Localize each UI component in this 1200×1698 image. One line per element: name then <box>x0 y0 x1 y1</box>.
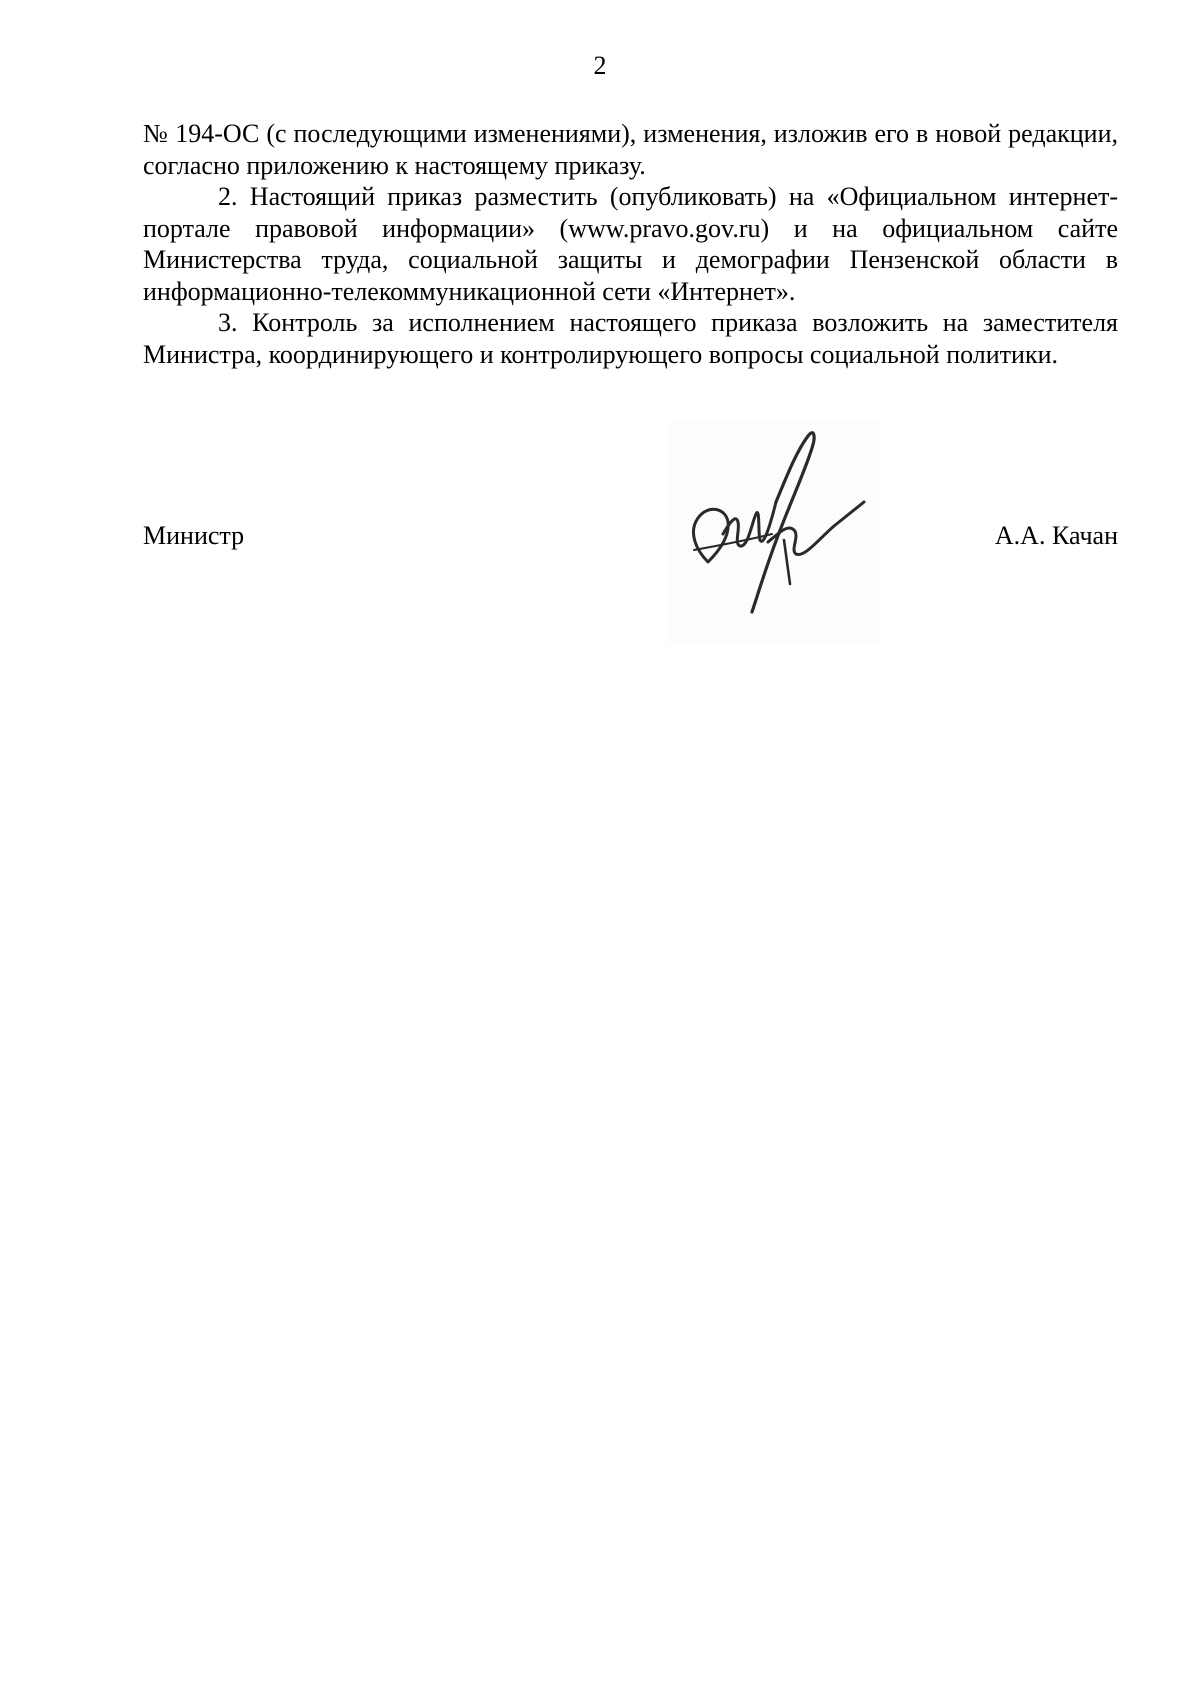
signatory-title: Министр <box>143 521 245 550</box>
text-line: 2. Настоящий приказ разместить (опубликовать) на «Официальном <box>218 182 997 211</box>
text-line: заместителя Министра, координирующего и контролирующего вопросы <box>143 308 1119 369</box>
signatory-name: А.А. Качан <box>994 521 1118 550</box>
text-line: 3. Контроль за исполнением настоящего приказа возложить на <box>218 308 969 337</box>
paragraph-continuation <box>143 118 1118 181</box>
text-line: № 194-ОС (с последующими изменениями), изменения, изложив его в новой <box>143 119 1002 148</box>
paragraph-item-2 <box>143 181 1118 307</box>
text-line: интернет-портале правовой информации» (www.pravo.gov.ru) и на <box>143 182 1119 243</box>
paragraph-item-3 <box>143 307 1118 370</box>
text-line: «Интернет». <box>657 276 796 306</box>
text-line: Пензенской области в информационно-телекоммуникационной сети <box>143 245 1118 306</box>
signature-block <box>143 520 1118 560</box>
text-line: редакции, согласно приложению к настоящему приказу. <box>143 119 1118 180</box>
text-line: официальном сайте Министерства труда, социальной защиты и демографии <box>143 213 1119 274</box>
document-body <box>143 118 1118 370</box>
page-number: 2 <box>593 51 607 80</box>
text-line: социальной политики. <box>809 339 1059 369</box>
